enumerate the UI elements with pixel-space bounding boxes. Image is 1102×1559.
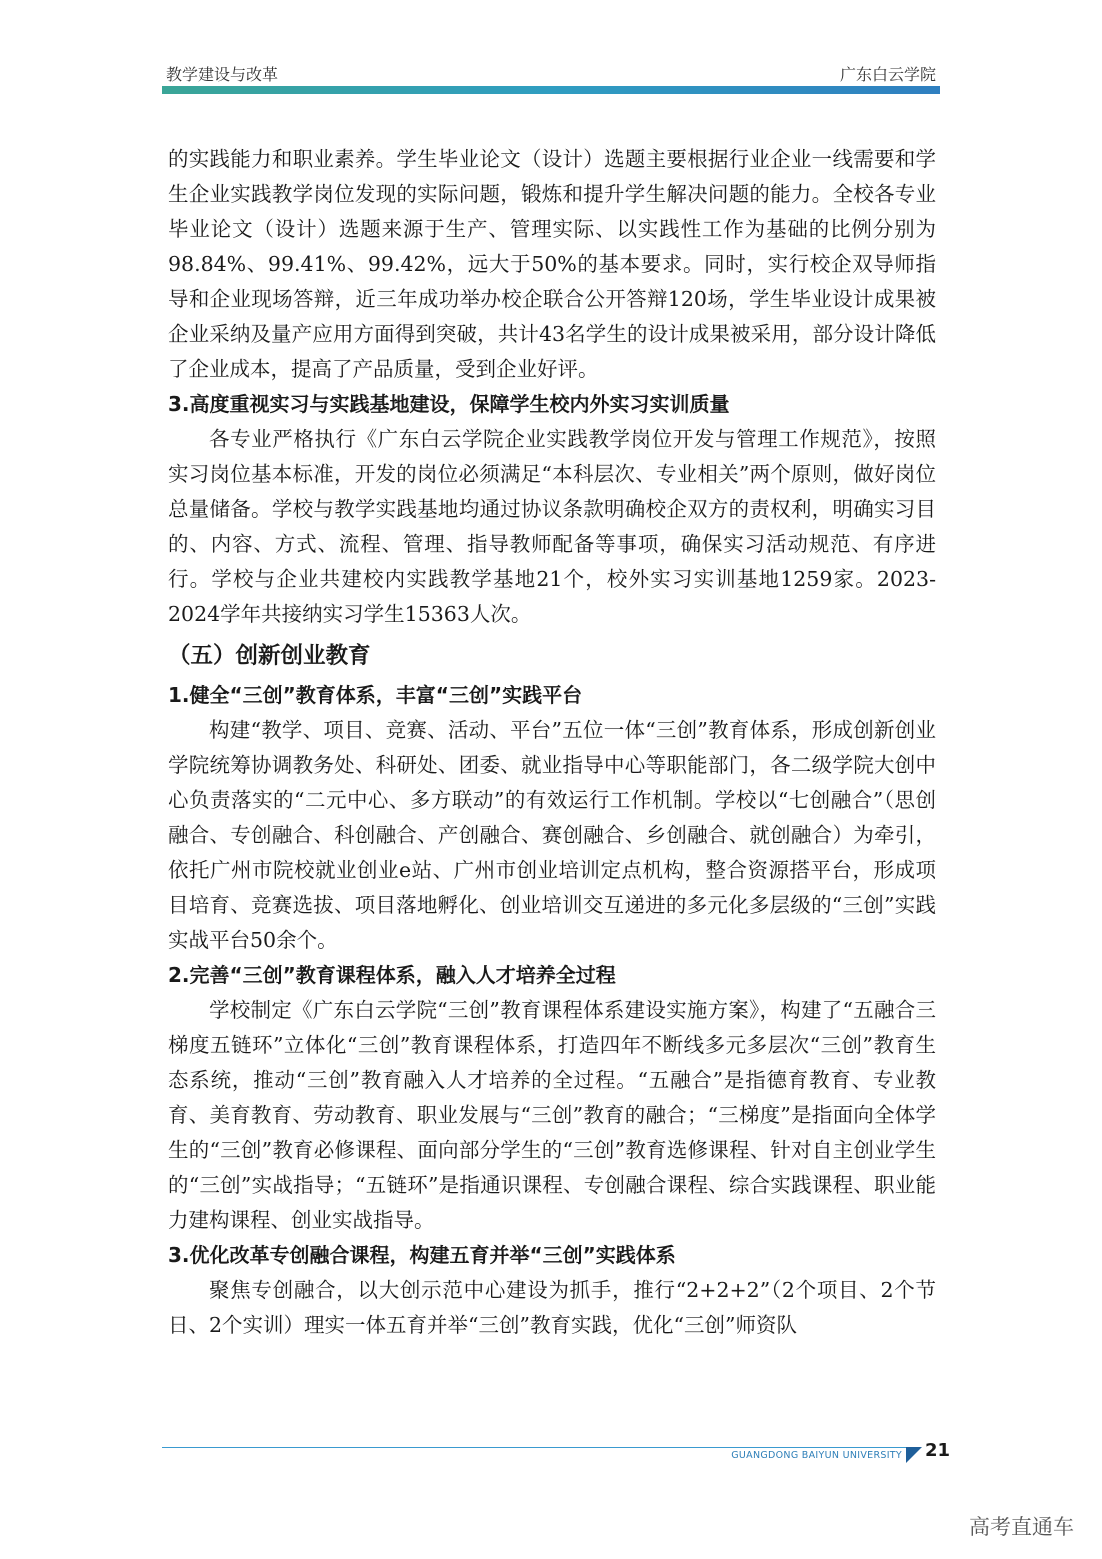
running-header-institution: 广东白云学院 — [839, 65, 936, 84]
paragraph-education-system: 构建“教学、项目、竞赛、活动、平台”五位一体“三创”教育体系，形成创新创业学院统筹协调教务处、科研处、团委、就业指导中心等职能部门，各二级学院大创中心负责落实的“二元中心、多方联动”的有效运行工作机制。学校以“七创融合”（思创融合、专创融合、科创融合、产创融合、赛创融合、乡创融合、就创融合）为牵引，依托广州市院校就业创业e站、广州市创业培训定点机构，整合资源搭平台，形成项目培育、竞赛选拔、项目落地孵化、创业培训交互递进的多元化多层级的“三创”实践实战平台50余个。 — [168, 718, 936, 952]
footer-university-name: GUANGDONG BAIYUN UNIVERSITY — [731, 1450, 902, 1461]
page-number: 21 — [925, 1440, 951, 1461]
watermark-text: 高考直通车 — [969, 1515, 1074, 1539]
footer-triangle-icon — [906, 1447, 922, 1463]
footer-rule — [162, 1447, 914, 1448]
section-heading-innovation: （五）创新创业教育 — [168, 643, 371, 669]
running-header-section: 教学建设与改革 — [166, 65, 279, 84]
subheading-course-system: 2.完善“三创”教育课程体系，融入人才培养全过程 — [168, 963, 616, 987]
subheading-practice-system: 3.优化改革专创融合课程，构建五育并举“三创”实践体系 — [168, 1243, 676, 1267]
subheading-education-system: 1.健全“三创”教育体系，丰富“三创”实践平台 — [168, 683, 583, 707]
subheading-internship-base: 3.高度重视实习与实践基地建设，保障学生校内外实习实训质量 — [168, 392, 730, 416]
paragraph-thesis-practice: 的实践能力和职业素养。学生毕业论文（设计）选题主要根据行业企业一线需要和学生企业实践教学岗位发现的实际问题，锻炼和提升学生解决问题的能力。全校各专业毕业论文（设计）选题来源于生产、管理实际、以实践性工作为基础的比例分别为98.84%、99.41%、99.42%，远大于50%的基本要求。同时，实行校企双导师指导和企业现场答辩，近三年成功举办校企联合公开答辩120场，学生毕业设计成果被企业采纳及量产应用方面得到突破，共计43名学生的设计成果被采用，部分设计降低了企业成本，提高了产品质量，受到企业好评。 — [168, 147, 936, 381]
paragraph-course-system: 学校制定《广东白云学院“三创”教育课程体系建设实施方案》，构建了“五融合三梯度五链环”立体化“三创”教育课程体系，打造四年不断线多元多层次“三创”教育生态系统，推动“三创”教育融入人才培养的全过程。“五融合”是指德育教育、专业教育、美育教育、劳动教育、职业发展与“三创”教育的融合；“三梯度”是指面向全体学生的“三创”教育必修课程、面向部分学生的“三创”教育选修课程、针对自主创业学生的“三创”实战指导；“五链环”是指通识课程、专创融合课程、综合实践课程、职业能力建构课程、创业实战指导。 — [168, 998, 936, 1232]
paragraph-practice-system: 聚焦专创融合，以大创示范中心建设为抓手，推行“2+2+2”（2个项目、2个节日、2个实训）理实一体五育并举“三创”教育实践，优化“三创”师资队 — [168, 1278, 936, 1337]
header-gradient-bar — [162, 86, 940, 94]
paragraph-internship-base: 各专业严格执行《广东白云学院企业实践教学岗位开发与管理工作规范》，按照实习岗位基本标准，开发的岗位必须满足“本科层次、专业相关”两个原则，做好岗位总量储备。学校与教学实践基地均通过协议条款明确校企双方的责权利，明确实习目的、内容、方式、流程、管理、指导教师配备等事项，确保实习活动规范、有序进行。学校与企业共建校内实践教学基地21个，校外实习实训基地1259家。2023-2024学年共接纳实习学生15363人次。 — [168, 427, 936, 626]
page-body — [168, 142, 936, 1343]
